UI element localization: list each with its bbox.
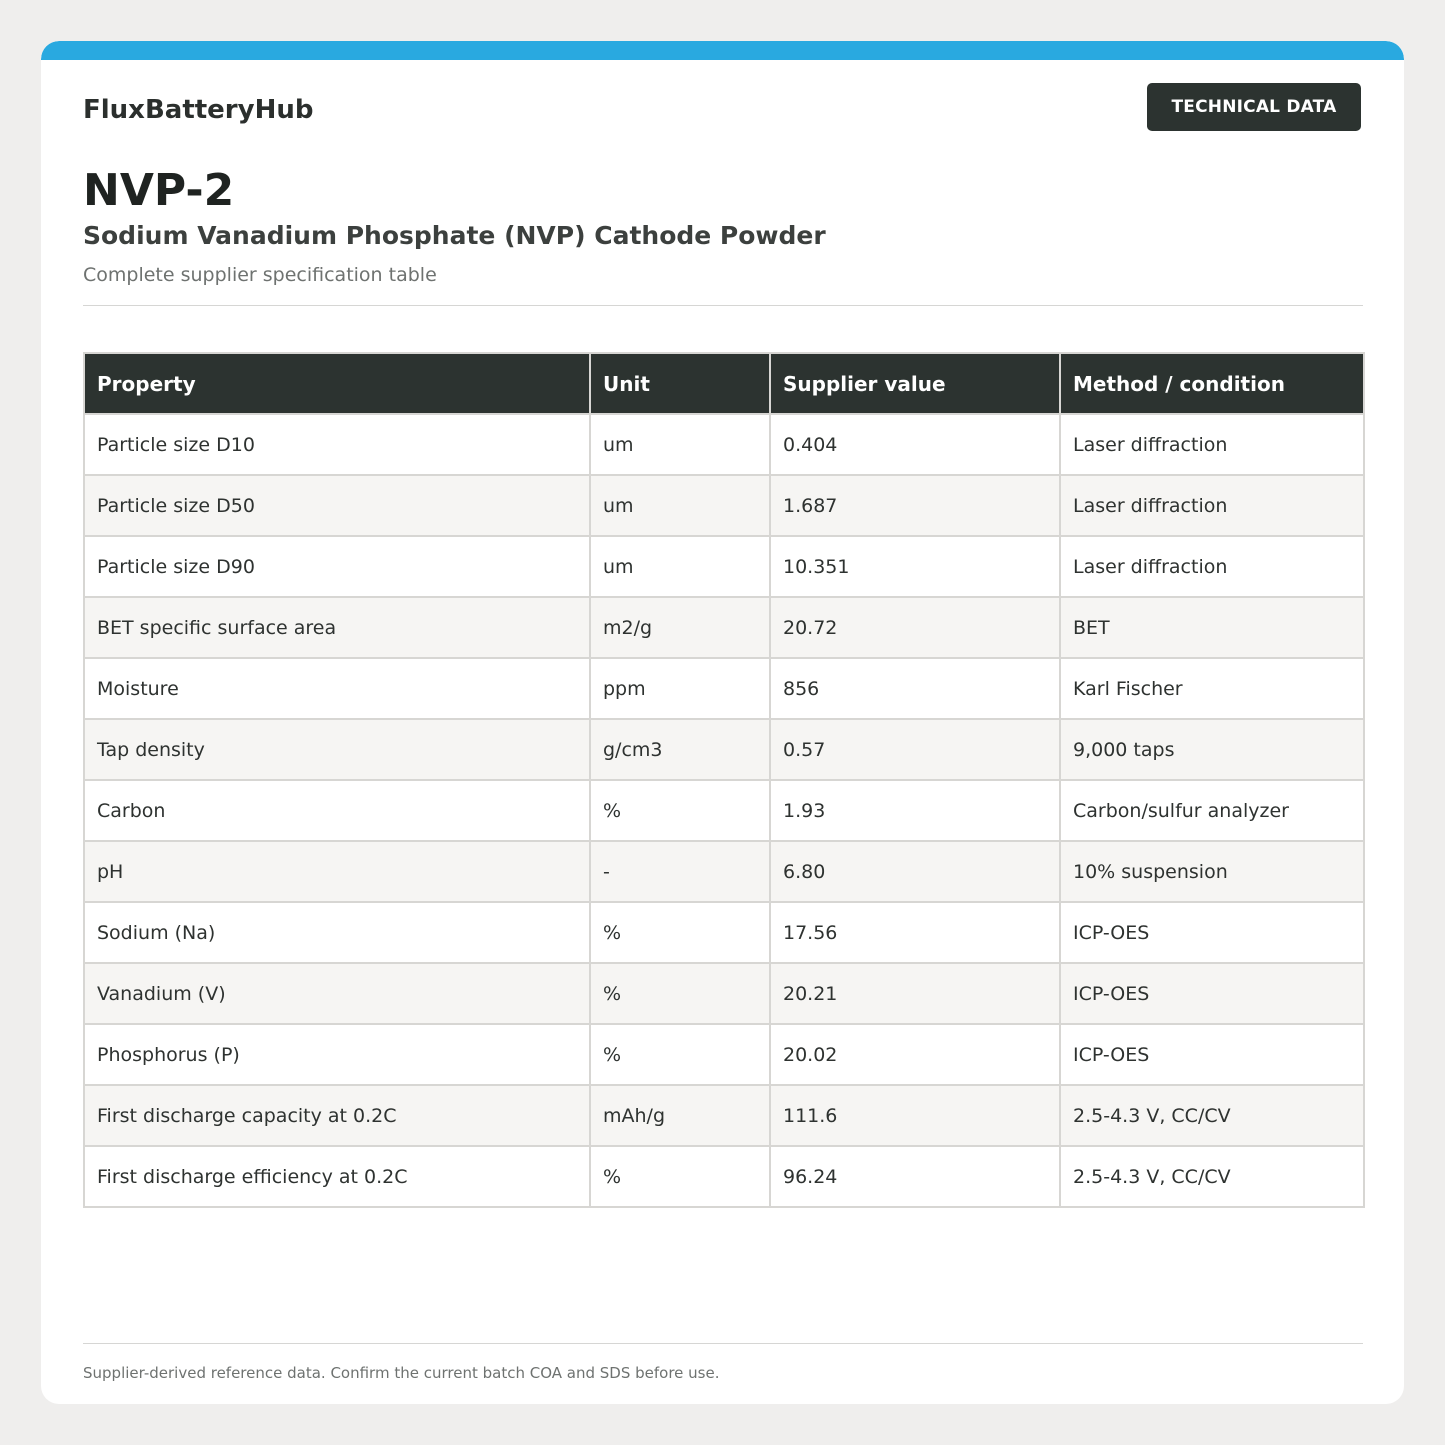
supplier-value-cell: 6.80 — [770, 841, 1060, 902]
supplier-value-cell: 10.351 — [770, 536, 1060, 597]
unit-cell: g/cm3 — [590, 719, 770, 780]
table-header-row — [84, 353, 1364, 414]
property-cell: Particle size D90 — [84, 536, 590, 597]
specification-table — [83, 352, 1365, 1208]
table-row — [84, 719, 1364, 780]
brand-name: FluxBatteryHub — [83, 95, 314, 125]
supplier-value-cell: 20.21 — [770, 963, 1060, 1024]
table-row — [84, 475, 1364, 536]
property-cell: First discharge capacity at 0.2C — [84, 1085, 590, 1146]
product-code: NVP-2 — [83, 165, 235, 216]
table-row — [84, 841, 1364, 902]
method-cell: Laser diffraction — [1060, 414, 1364, 475]
accent-bar — [41, 41, 1404, 60]
property-cell: Carbon — [84, 780, 590, 841]
technical-data-badge: TECHNICAL DATA — [1147, 83, 1361, 131]
property-cell: Moisture — [84, 658, 590, 719]
footer-note: Supplier-derived reference data. Confirm the current batch COA and SDS before use. — [83, 1364, 720, 1382]
column-header-method: Method / condition — [1060, 353, 1364, 414]
table-row — [84, 902, 1364, 963]
supplier-value-cell: 1.687 — [770, 475, 1060, 536]
supplier-value-cell: 20.02 — [770, 1024, 1060, 1085]
unit-cell: - — [590, 841, 770, 902]
supplier-value-cell: 111.6 — [770, 1085, 1060, 1146]
unit-cell: % — [590, 780, 770, 841]
method-cell: ICP-OES — [1060, 963, 1364, 1024]
table-row — [84, 658, 1364, 719]
supplier-value-cell: 20.72 — [770, 597, 1060, 658]
supplier-value-cell: 1.93 — [770, 780, 1060, 841]
method-cell: Laser diffraction — [1060, 475, 1364, 536]
property-cell: pH — [84, 841, 590, 902]
unit-cell: % — [590, 1024, 770, 1085]
method-cell: 10% suspension — [1060, 841, 1364, 902]
property-cell: Particle size D50 — [84, 475, 590, 536]
property-cell: Particle size D10 — [84, 414, 590, 475]
supplier-value-cell: 0.57 — [770, 719, 1060, 780]
table-row — [84, 414, 1364, 475]
method-cell: 2.5-4.3 V, CC/CV — [1060, 1146, 1364, 1207]
property-cell: Vanadium (V) — [84, 963, 590, 1024]
table-body — [84, 414, 1364, 1207]
table-row — [84, 780, 1364, 841]
property-cell: Sodium (Na) — [84, 902, 590, 963]
method-cell: ICP-OES — [1060, 902, 1364, 963]
unit-cell: um — [590, 536, 770, 597]
column-header-supplier-value: Supplier value — [770, 353, 1060, 414]
supplier-value-cell: 0.404 — [770, 414, 1060, 475]
unit-cell: m2/g — [590, 597, 770, 658]
table-row — [84, 597, 1364, 658]
supplier-value-cell: 96.24 — [770, 1146, 1060, 1207]
table-row — [84, 1024, 1364, 1085]
table-row — [84, 1146, 1364, 1207]
divider — [83, 305, 1363, 306]
product-description: Complete supplier specification table — [83, 264, 437, 286]
method-cell: 9,000 taps — [1060, 719, 1364, 780]
table-row — [84, 963, 1364, 1024]
unit-cell: % — [590, 963, 770, 1024]
method-cell: Carbon/sulfur analyzer — [1060, 780, 1364, 841]
unit-cell: um — [590, 475, 770, 536]
table-row — [84, 536, 1364, 597]
method-cell: BET — [1060, 597, 1364, 658]
unit-cell: ppm — [590, 658, 770, 719]
spec-sheet-card — [41, 41, 1404, 1404]
property-cell: Tap density — [84, 719, 590, 780]
method-cell: 2.5-4.3 V, CC/CV — [1060, 1085, 1364, 1146]
unit-cell: % — [590, 902, 770, 963]
unit-cell: % — [590, 1146, 770, 1207]
method-cell: Karl Fischer — [1060, 658, 1364, 719]
footer-divider — [83, 1343, 1363, 1344]
method-cell: Laser diffraction — [1060, 536, 1364, 597]
supplier-value-cell: 856 — [770, 658, 1060, 719]
method-cell: ICP-OES — [1060, 1024, 1364, 1085]
unit-cell: mAh/g — [590, 1085, 770, 1146]
column-header-property: Property — [84, 353, 590, 414]
property-cell: BET specific surface area — [84, 597, 590, 658]
product-name: Sodium Vanadium Phosphate (NVP) Cathode Powder — [83, 221, 826, 250]
property-cell: First discharge efficiency at 0.2C — [84, 1146, 590, 1207]
column-header-unit: Unit — [590, 353, 770, 414]
property-cell: Phosphorus (P) — [84, 1024, 590, 1085]
table-row — [84, 1085, 1364, 1146]
supplier-value-cell: 17.56 — [770, 902, 1060, 963]
unit-cell: um — [590, 414, 770, 475]
